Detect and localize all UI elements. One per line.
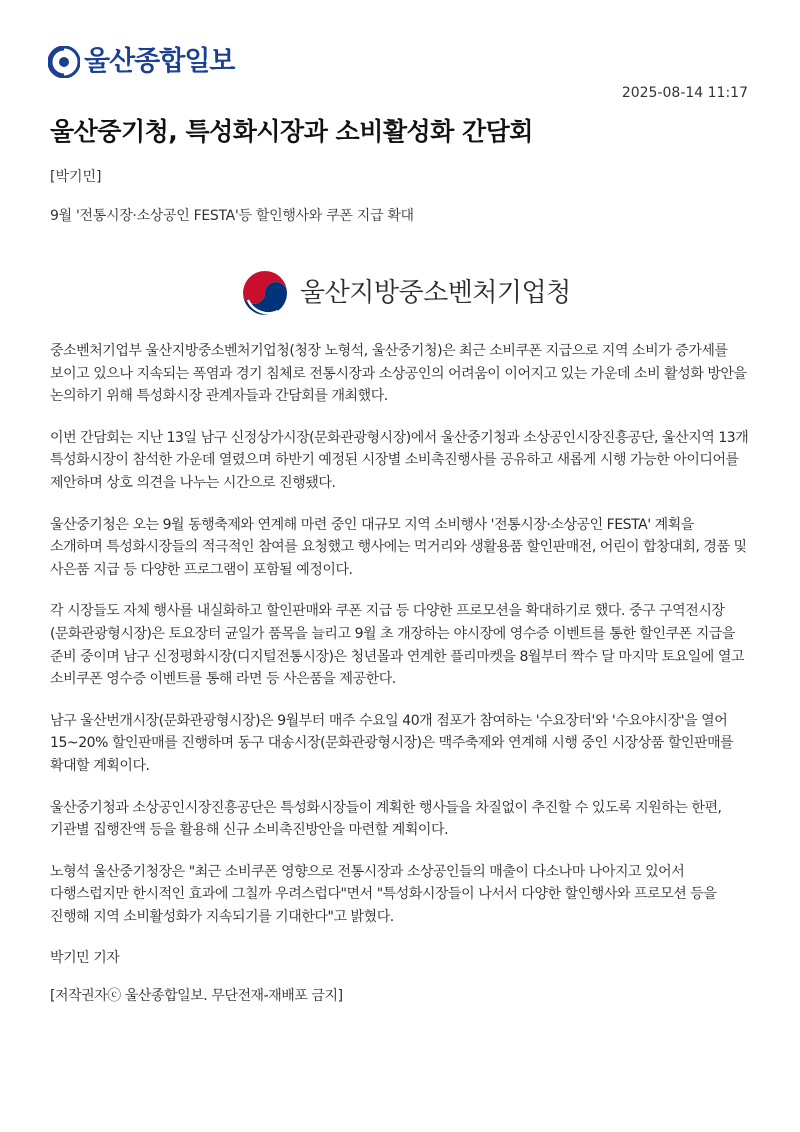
article-paragraph-5: 남구 울산번개시장(문화관광형시장)은 9월부터 매주 수요일 40개 점포가 참여하는 '수요장터'와 '수요야시장'을 열어 15~20% 할인판매를 진행하며 동구 대송시장(문화관광형시장)은 맥주축제와 연계해 시행 중인 시장상품 할인판매를 확대할 계획이다. (50, 712, 734, 774)
article-subheadline: 9월 '전통시장·소상공인 FESTA'등 할인행사와 쿠폰 지급 확대 (50, 208, 414, 224)
article-paragraph-6: 울산중기청과 소상공인시장진흥공단은 특성화시장들이 계획한 행사들을 차질없이 추진할 수 있도록 지원하는 한편, 기관별 집행잔액 등을 활용해 신규 소비촉진방안을 마련할 계획이다. (50, 799, 722, 839)
article-headline: 울산중기청, 특성화시장과 소비활성화 간담회 (50, 117, 533, 146)
article-paragraph-1: 중소벤처기업부 울산지방중소벤처기업청(청장 노형석, 울산중기청)은 최근 소비쿠폰 지급으로 지역 소비가 증가세를 보이고 있으나 지속되는 폭염과 경기 침체로 전통시장과 소상공인의 어려움이 이어지고 있는 가운데 소비 활성화 방안을 논의하기 위해 특성화시장 관계자들과 간담회를 개최했다. (50, 343, 747, 405)
agency-name: 울산지방중소벤처기업청 (300, 278, 571, 308)
masthead-brand: 울산종합일보 (84, 46, 235, 77)
article-body (50, 340, 750, 1008)
masthead[interactable] (48, 44, 235, 80)
article-paragraph-3: 울산중기청은 오는 9월 동행축제와 연계해 마련 중인 대규모 지역 소비행사 '전통시장·소상공인 FESTA' 계획을 소개하며 특성화시장들의 적극적인 참여를 요청했고 행사에는 먹거리와 생활용품 할인판매전, 어린이 합창대회, 경품 및 사은품 지급 등 다양한 프로그램이 포함될 예정이다. (50, 516, 747, 578)
article-timestamp: 2025-08-14 11:17 (621, 85, 748, 101)
taegeuk-emblem-icon (238, 266, 292, 320)
article-copyright: [저작권자ⓒ 울산종합일보. 무단전재-재배포 금지] (50, 988, 343, 1005)
agency-logo (238, 263, 571, 323)
article-reporter: 박기민 기자 (50, 950, 120, 967)
article-paragraph-4: 각 시장들도 자체 행사를 내실화하고 할인판매와 쿠폰 지급 등 다양한 프로모션을 확대하기로 했다. 중구 구역전시장(문화관광형시장)은 토요장터 균일가 품목을 늘리고 9월 초 개장하는 야시장에 영수증 이벤트를 통한 할인쿠폰 지급을 준비 중이며 남구 신정평화시장(디지털전통시장)은 청년몰과 연계한 플리마켓을 8월부터 짝수 달 마지막 토요일에 열고 소비쿠폰 영수증 이벤트를 통해 라면 등 사은품을 제공한다. (50, 603, 745, 688)
ulsan-news-logo-icon (48, 46, 80, 78)
article-paragraph-7: 노형석 울산중기청장은 "최근 소비쿠폰 영향으로 전통시장과 소상공인들의 매출이 다소나마 나아지고 있어서 다행스럽지만 한시적인 효과에 그칠까 우려스럽다"면서 "특성화시장들이 나서서 다양한 할인행사와 프로모션 등을 진행해 지역 소비활성화가 지속되기를 기대한다"고 밝혔다. (50, 863, 717, 925)
article-byline: [박기민] (50, 169, 102, 185)
article-paragraph-2: 이번 간담회는 지난 13일 남구 신정상가시장(문화관광형시장)에서 울산중기청과 소상공인시장진흥공단, 울산지역 13개 특성화시장이 참석한 가운데 열렸으며 하반기 예정된 시장별 소비촉진행사를 공유하고 새롭게 시행 가능한 아이디어를 제안하며 상호 의견을 나누는 시간으로 진행됐다. (50, 429, 749, 491)
